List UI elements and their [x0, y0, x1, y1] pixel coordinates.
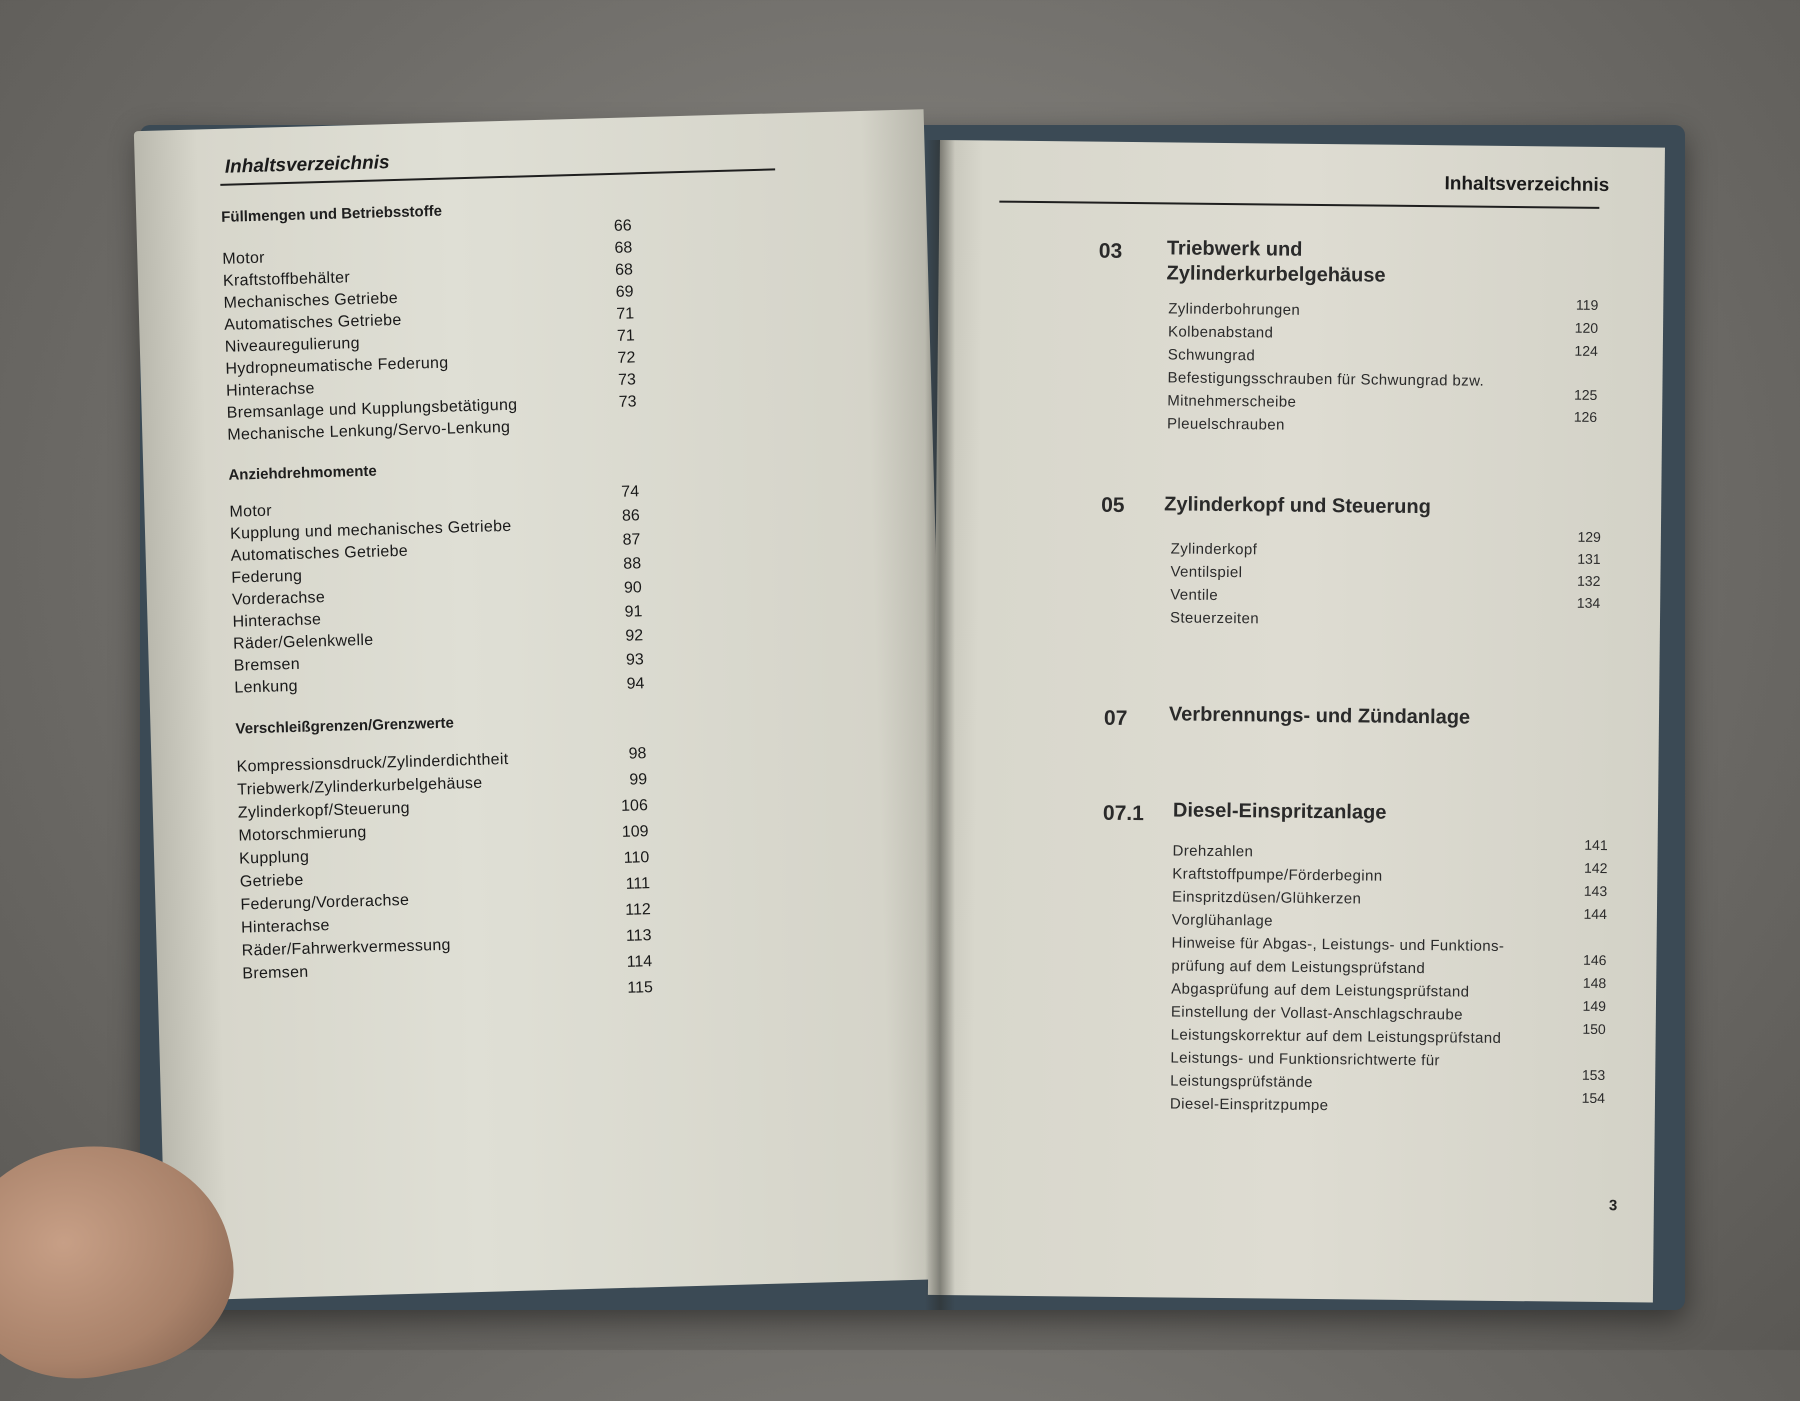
- toc-page-number: 91: [624, 603, 643, 621]
- toc-item: Befestigungsschrauben für Schwungrad bzw.: [1167, 369, 1485, 390]
- toc-page-number: 73: [617, 371, 637, 389]
- toc-item: Bremsen: [233, 655, 301, 675]
- chapter-number: 07.1: [1102, 801, 1144, 826]
- toc-item: Hinterachse: [240, 917, 331, 937]
- toc-item: Kupplung: [238, 848, 310, 868]
- toc-item: Niveauregulierung: [224, 335, 361, 356]
- toc-page-number: 90: [623, 579, 643, 597]
- toc-item: Hydropneumatische Federung: [225, 354, 449, 378]
- toc-page-number: 146: [1583, 951, 1607, 969]
- toc-item: Hinterachse: [232, 611, 322, 631]
- toc-item: Federung: [231, 567, 303, 587]
- toc-item: Kraftstoffpumpe/Förderbeginn: [1172, 865, 1383, 885]
- toc-page-number: 119: [1575, 296, 1599, 313]
- toc-page-number: 125: [1573, 386, 1598, 403]
- toc-item: Bremsanlage und Kupplungsbetätigung: [226, 396, 518, 422]
- toc-page-number: 93: [625, 651, 645, 669]
- toc-item: Vorglühanlage: [1171, 911, 1274, 930]
- right-page: [928, 140, 1665, 1303]
- toc-page-number: 99: [629, 771, 648, 789]
- toc-item: Leistungskorrektur auf dem Leistungsprüfstand: [1170, 1026, 1502, 1047]
- toc-item: Pleuelschrauben: [1166, 415, 1285, 434]
- toc-page-number: 113: [625, 927, 652, 945]
- page-number: 3: [1608, 1197, 1618, 1215]
- toc-item: Diesel-Einspritzpumpe: [1169, 1095, 1329, 1115]
- toc-page-number: 71: [616, 327, 635, 345]
- toc-page-number: 94: [626, 675, 645, 693]
- toc-page-number: 98: [628, 745, 647, 763]
- toc-item: Ventilspiel: [1170, 563, 1243, 582]
- toc-page-number: 87: [622, 531, 641, 549]
- toc-page-number: 69: [615, 283, 634, 301]
- chapter-number: 05: [1101, 493, 1125, 517]
- toc-page-number: 66: [613, 217, 632, 235]
- toc-item: Mitnehmerscheibe: [1167, 392, 1297, 411]
- toc-page-number: 143: [1583, 882, 1608, 900]
- toc-item: Räder/Gelenkwelle: [232, 631, 374, 653]
- toc-item: Zylinderkopf: [1170, 540, 1258, 559]
- toc-item: Bremsen: [242, 963, 309, 983]
- chapter-title-continued: Zylinderkurbelgehäuse: [1166, 262, 1386, 287]
- toc-item: Motor: [229, 502, 273, 521]
- toc-item: Hinweise für Abgas-, Leistungs- und Funktions-: [1171, 934, 1505, 955]
- toc-page-number: 109: [621, 823, 649, 841]
- section-title: Verschleißgrenzen/Grenzwerte: [235, 714, 455, 738]
- book-gutter-shadow: [925, 140, 955, 1310]
- toc-item: Motorschmierung: [238, 824, 367, 845]
- toc-item: Lenkung: [234, 677, 299, 697]
- toc-page-number: 114: [626, 953, 653, 971]
- toc-item: Vorderachse: [231, 589, 326, 609]
- chapter-title: Diesel-Einspritzanlage: [1172, 799, 1387, 824]
- toc-page-number: 120: [1574, 319, 1599, 336]
- toc-item: Schwungrad: [1167, 346, 1256, 365]
- left-page-header: Inhaltsverzeichnis: [224, 152, 390, 178]
- toc-item: Getriebe: [239, 871, 304, 891]
- toc-item: Steuerzeiten: [1169, 609, 1260, 628]
- toc-item: Triebwerk/Zylinderkurbelgehäuse: [237, 774, 483, 799]
- toc-page-number: 71: [616, 305, 635, 323]
- toc-item: Kolbenabstand: [1167, 323, 1274, 342]
- toc-item: Abgasprüfung auf dem Leistungsprüfstand: [1171, 980, 1470, 1001]
- toc-item: Motor: [222, 249, 266, 268]
- toc-page-number: 134: [1576, 594, 1601, 611]
- chapter-title: Zylinderkopf und Steuerung: [1164, 493, 1431, 519]
- toc-page-number: 126: [1573, 408, 1598, 425]
- toc-item: Automatisches Getriebe: [224, 311, 402, 334]
- toc-page-number: 144: [1583, 905, 1608, 923]
- chapter-number: 03: [1098, 239, 1123, 263]
- toc-item: Mechanische Lenkung/Servo-Lenkung: [227, 418, 511, 444]
- chapter-number: 07: [1103, 706, 1128, 730]
- toc-item: Ventile: [1170, 586, 1219, 604]
- toc-item: Leistungs- und Funktionsrichtwerte für: [1170, 1049, 1440, 1070]
- chapter-title: Verbrennungs- und Zündanlage: [1168, 703, 1471, 729]
- right-page-header: Inhaltsverzeichnis: [1444, 173, 1610, 197]
- toc-item: Kompressionsdruck/Zylinderdichtheit: [236, 751, 509, 776]
- toc-page-number: 88: [623, 555, 642, 573]
- toc-item: Einstellung der Vollast-Anschlagschraube: [1170, 1003, 1463, 1024]
- toc-page-number: 112: [625, 901, 651, 919]
- section-title: Füllmengen und Betriebsstoffe: [221, 202, 443, 226]
- toc-page-number: 154: [1581, 1089, 1606, 1107]
- toc-page-number: 74: [621, 483, 640, 501]
- toc-item: prüfung auf dem Leistungsprüfstand: [1171, 957, 1426, 978]
- toc-item: Kupplung und mechanisches Getriebe: [229, 517, 512, 543]
- toc-page-number: 124: [1574, 342, 1598, 359]
- toc-item: Hinterachse: [225, 380, 316, 400]
- toc-page-number: 142: [1583, 859, 1608, 877]
- toc-page-number: 106: [620, 797, 649, 815]
- toc-page-number: 129: [1577, 528, 1601, 545]
- toc-page-number: 132: [1576, 572, 1601, 589]
- toc-page-number: 148: [1582, 974, 1607, 992]
- toc-page-number: 68: [614, 261, 634, 279]
- toc-item: Kraftstoffbehälter: [222, 269, 351, 290]
- toc-page-number: 115: [627, 979, 654, 997]
- toc-item: Automatisches Getriebe: [230, 542, 409, 565]
- toc-page-number: 141: [1584, 836, 1608, 854]
- toc-page-number: 150: [1582, 1020, 1606, 1038]
- toc-page-number: 111: [625, 875, 651, 893]
- right-header-rule: [999, 201, 1599, 209]
- toc-page-number: 131: [1577, 550, 1601, 567]
- toc-item: Räder/Fahrwerkvermessung: [241, 936, 451, 960]
- toc-page-number: 73: [618, 393, 637, 411]
- toc-page-number: 92: [625, 627, 644, 645]
- toc-item: Zylinderbohrungen: [1168, 300, 1301, 319]
- toc-page-number: 110: [623, 849, 650, 867]
- toc-item: Federung/Vorderachse: [240, 891, 410, 914]
- toc-item: Zylinderkopf/Steuerung: [237, 799, 411, 822]
- section-title: Anziehdrehmomente: [228, 462, 378, 484]
- toc-page-number: 68: [614, 239, 633, 257]
- toc-page-number: 86: [621, 507, 640, 525]
- toc-item: Drehzahlen: [1172, 842, 1254, 861]
- toc-item: Mechanisches Getriebe: [223, 289, 399, 312]
- left-page: [134, 109, 956, 1301]
- toc-page-number: 72: [617, 349, 636, 367]
- toc-page-number: 153: [1581, 1066, 1606, 1084]
- chapter-title: Triebwerk und: [1166, 237, 1303, 261]
- toc-page-number: 149: [1582, 997, 1607, 1015]
- toc-item: Leistungsprüfstände: [1170, 1072, 1313, 1091]
- toc-item: Einspritzdüsen/Glühkerzen: [1171, 888, 1362, 908]
